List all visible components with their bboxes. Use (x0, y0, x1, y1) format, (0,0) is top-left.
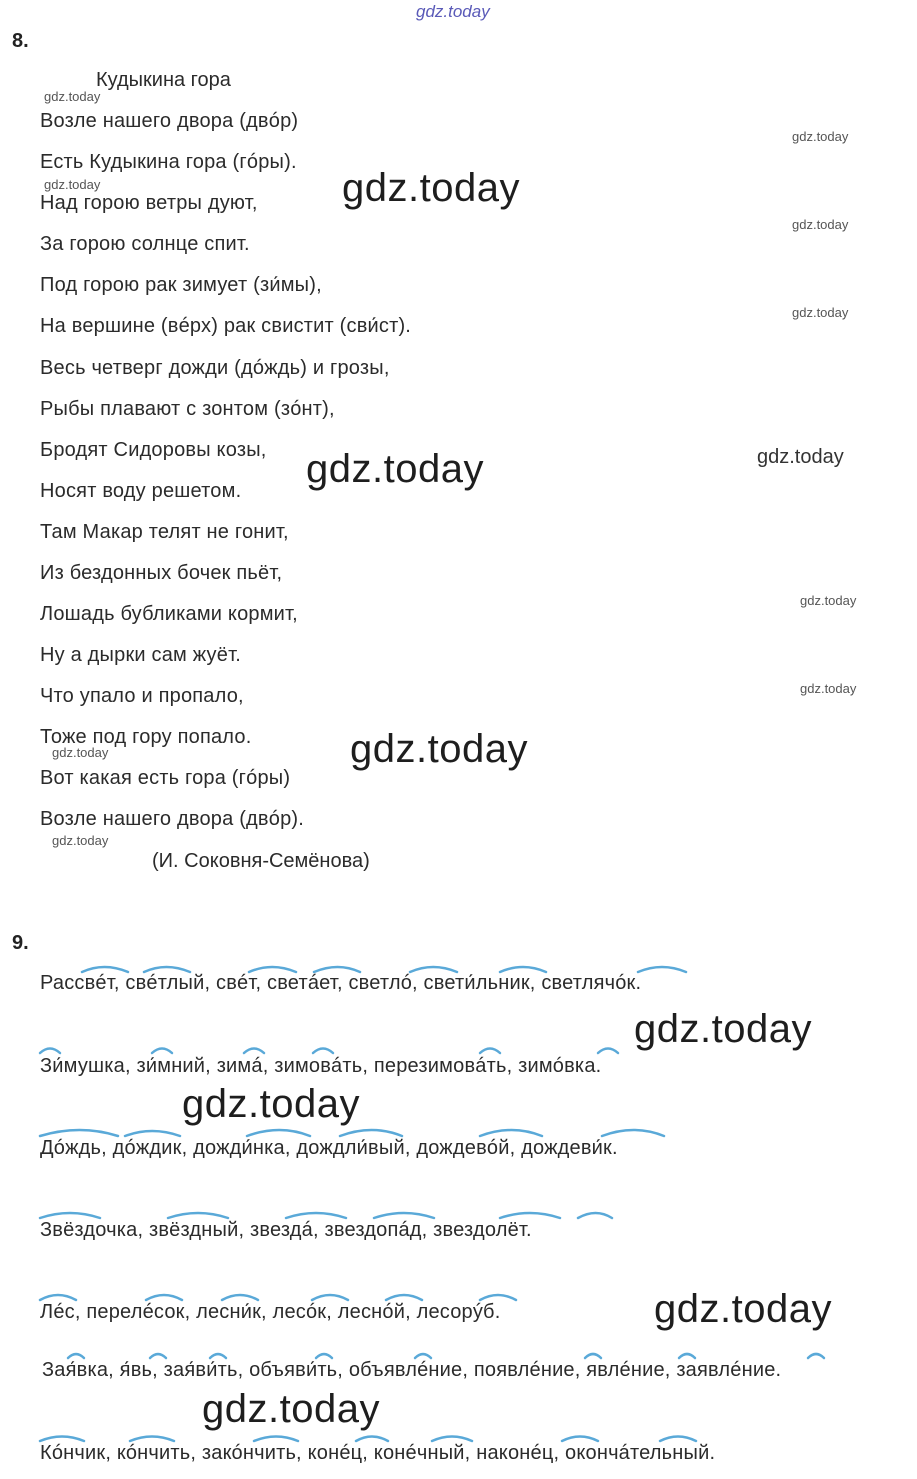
poem-line: Над горою ветры дуют, (40, 192, 258, 214)
word-family-row: Зи́мушка, зи́мний, зимá, зимовáть, перезимовáть, зимóвка. (40, 1055, 602, 1077)
poem-line: За горою солнце спит. (40, 233, 250, 255)
poem-line: Тоже под гору попало. (40, 726, 252, 748)
word-family-row: Зая́вка, я́вь, зая́ви́ть, объяви́ть, объявлéние, появлéние, явлéние, заявлéние. (42, 1359, 782, 1381)
watermark: gdz.today (52, 833, 109, 848)
poem-line: Носят воду решетом. (40, 480, 242, 502)
watermark: gdz.today (634, 1007, 812, 1051)
poem-line: Ну а дырки сам жуёт. (40, 644, 241, 666)
site-watermark-top: gdz.today (416, 2, 490, 21)
watermark: gdz.today (182, 1082, 360, 1126)
poem-line: Там Макар телят не гонит, (40, 521, 289, 543)
poem-line: Вот какая есть гора (гóры) (40, 767, 291, 789)
poem-line: Лошадь бубликами кормит, (40, 603, 298, 625)
poem-line: Бродят Сидоровы козы, (40, 439, 267, 461)
watermark: gdz.today (792, 305, 849, 320)
poem-line: Что упало и пропало, (40, 685, 244, 707)
word-family-row: Звёздочка, звёздный, звездá, звездопáд, звездолёт. (40, 1219, 532, 1241)
watermark: gdz.today (757, 446, 844, 468)
watermark: gdz.today (306, 447, 484, 491)
poem-line: Под горою рак зимует (зи́мы), (40, 274, 322, 296)
poem-title: Кудыкина гора (96, 69, 231, 91)
watermark: gdz.today (44, 177, 101, 192)
watermark: gdz.today (654, 1287, 832, 1331)
watermark: gdz.today (44, 89, 101, 104)
watermark: gdz.today (800, 681, 857, 696)
watermark: gdz.today (800, 593, 857, 608)
poem-line: Возле нашего двора (двóр). (40, 808, 305, 830)
task-9-number: 9. (12, 932, 29, 954)
watermark: gdz.today (342, 166, 520, 210)
watermark: gdz.today (792, 217, 849, 232)
poem-author: (И. Соковня-Семёнова) (152, 850, 370, 872)
watermark: gdz.today (202, 1387, 380, 1431)
poem-line: На вершине (вéрх) рак свистит (сви́ст). (40, 315, 412, 337)
watermark: gdz.today (792, 129, 849, 144)
poem-line: Рыбы плавают с зонтом (зóнт), (40, 398, 335, 420)
poem-line: Из бездонных бочек пьёт, (40, 562, 283, 584)
watermark: gdz.today (350, 727, 528, 771)
word-family-row: Рассвéт, свéтлый, свéт, светáет, светлó, свети́льник, светлячóк. (40, 972, 642, 994)
poem-line: Есть Кудыкина гора (гóры). (40, 151, 297, 173)
task-8-number: 8. (12, 30, 29, 52)
poem-line: Возле нашего двора (двóр) (40, 110, 299, 132)
watermark: gdz.today (52, 745, 109, 760)
word-family-row: Кóнчик, кóнчить, закóнчить, конéц, конéчный, наконéц, окончáтельный. (40, 1442, 716, 1464)
poem-line: Весь четверг дожди (дóждь) и грозы, (40, 357, 390, 379)
word-family-row: Лéс, перелéсок, лесни́к, лесóк, леснóй, лесорýб. (40, 1301, 501, 1323)
word-family-row: Дóждь, дóждик, дожди́нка, дождли́вый, дождевóй, дождеви́к. (40, 1137, 618, 1159)
